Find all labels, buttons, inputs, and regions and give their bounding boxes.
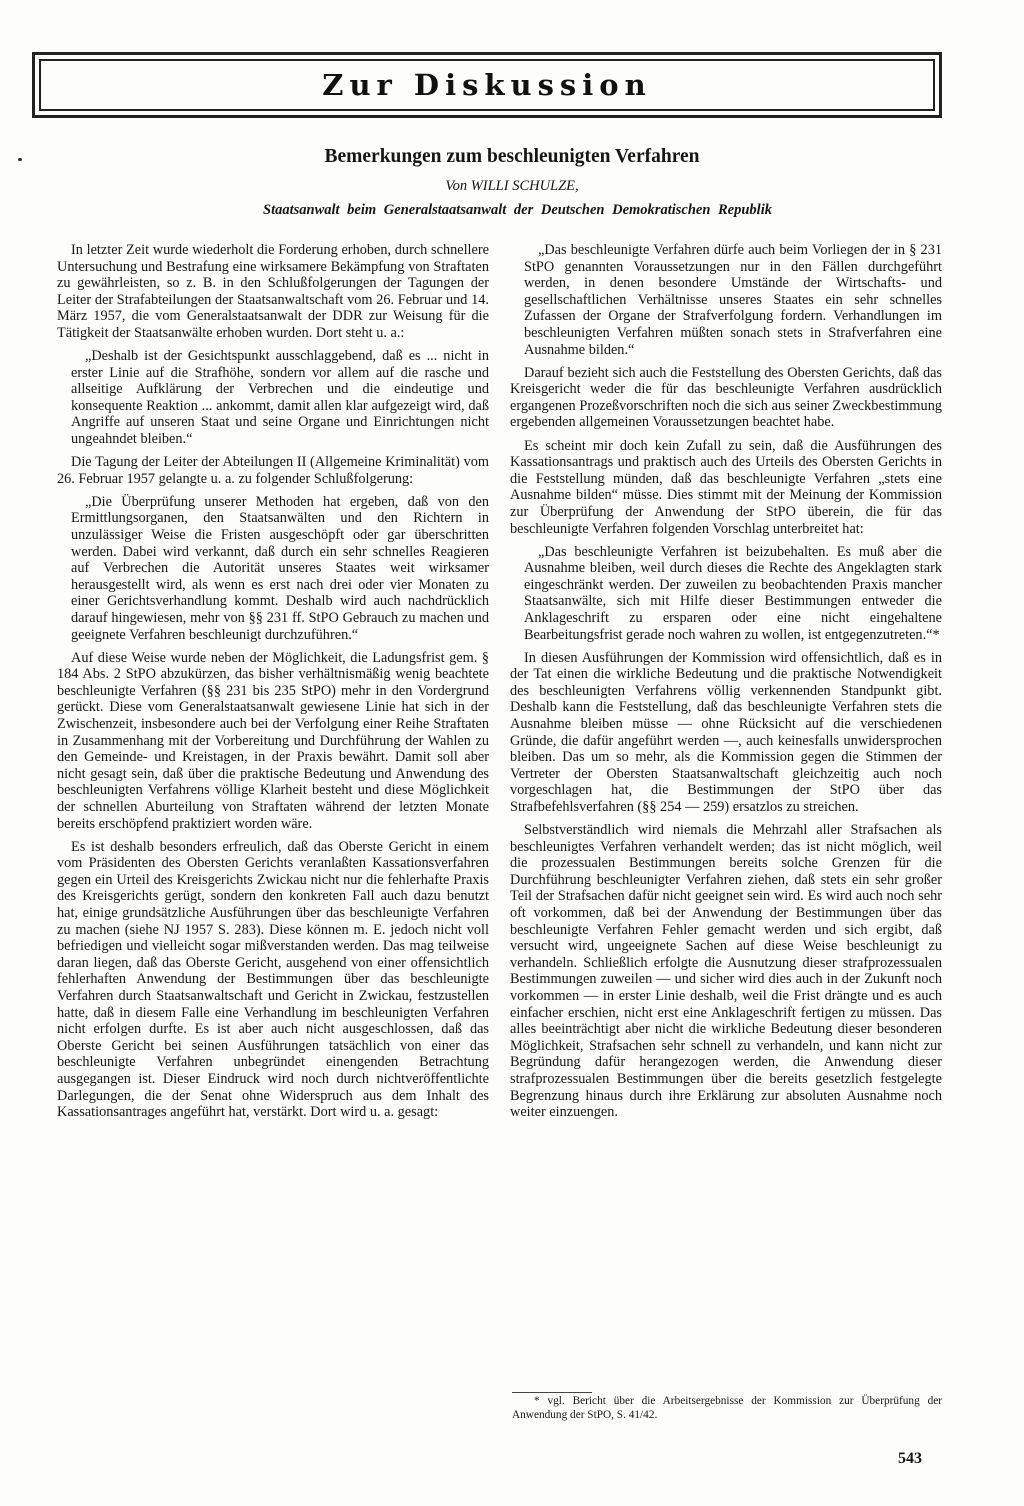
section-banner-inner	[39, 59, 935, 111]
block-quote: „Das beschleunigte Verfahren ist beizubehalten. Es muß aber die Ausnahme bleiben, weil durch dieses die Rechte des Angeklagten stark eingeschränkt werden. Der zuweilen zu beobachtenden Praxis mancher Staatsanwälte, sich mit Hilfe dieser Bestimmungen entweder die Anklageschrift zu ersparen oder eine nicht eingehaltene Bearbeitungsfrist gerade noch wahren zu wollen, ist entgegenzutreten.“*	[524, 543, 942, 643]
paragraph: Die Tagung der Leiter der Abteilungen II (Allgemeine Kriminalität) vom 26. Februar 1957 gelangte u. a. zu folgender Schlußfolgerung:	[57, 454, 489, 487]
section-title: Zur Diskussion	[322, 68, 652, 102]
page-number: 543	[898, 1450, 922, 1467]
footnote-divider	[512, 1392, 592, 1393]
paragraph: Auf diese Weise wurde neben der Möglichkeit, die Ladungsfrist gem. § 184 Abs. 2 StPO abzukürzen, das bisher verhältnismäßig wenig beachtete beschleunigte Verfahren (§§ 231 bis 235 StPO) mehr in den Vordergrund gerückt. Diese vom Generalstaatsanwalt gewiesene Linie hat sich in der Zwischenzeit, insbesondere auch bei der Verfolgung einer Reihe Straftaten in Zusammenhang mit der Vorbereitung und Durchführung der Wahlen zu den Gemeinde- und Kreistagen, in der Praxis bewährt. Damit soll aber nicht gesagt sein, daß über die praktische Bedeutung und Anwendung des beschleunigten Verfahrens völlige Klarheit besteht und diese Möglichkeit der schnellen Aburteilung von Straftaten während der letzten Monate bereits erschöpfend praktiziert worden wäre.	[57, 649, 489, 832]
article-byline: Von WILLI SCHULZE,	[445, 178, 579, 194]
author-affiliation: Staatsanwalt beim Generalstaatsanwalt der Deutschen Demokratischen Republik	[263, 202, 772, 218]
paragraph: Es scheint mir doch kein Zufall zu sein, daß die Ausführungen des Kassationsantrags und praktisch auch des Urteils des Obersten Gerichts in die Feststellung münden, daß das beschleunigte Verfahren „stets eine Ausnahme bilden“ müsse. Dies stimmt mit der Meinung der Kommission zur Überprüfung der Anwendung der StPO überein, die für das beschleunigte Verfahren folgenden Vorschlag unterbreitet hat:	[510, 437, 942, 537]
left-column	[57, 242, 489, 1127]
footnote: * vgl. Bericht über die Arbeitsergebnisse der Kommission zur Überprüfung der Anwendung der StPO, S. 41/42.	[512, 1395, 942, 1421]
section-banner	[32, 52, 942, 118]
paragraph: Es ist deshalb besonders erfreulich, daß das Oberste Gericht in einem vom Präsidenten des Obersten Gerichts veranlaßten Kassationsverfahren gegen ein Urteil des Kreisgerichts Zwickau nicht nur die fehlerhafte Praxis des Kreisgerichts gerügt, sondern den konkreten Fall auch dazu benutzt hat, einige grundsätzliche Ausführungen über das beschleunigte Verfahren zu machen (siehe NJ 1957 S. 283). Diese können m. E. jedoch nicht voll befriedigen und vielleicht sogar mißverstanden werden. Das mag teilweise daran liegen, daß das Oberste Gericht, ausgehend von einer offensichtlich fehlerhaften Anwendung der Bestimmungen über das beschleunigte Verfahren durch Staatsanwaltschaft und Gericht in Zwickau, festzustellen hatte, daß in diesem Falle eine Verhandlung im beschleunigten Verfahren nicht erfolgen durfte. Es ist aber auch nicht ausgeschlossen, daß das Oberste Gericht bei seinen Ausführungen tatsächlich von einer das beschleunigte Verfahren unbegründet einengenden Betrachtung ausgegangen ist. Dieser Eindruck wird noch durch nichtveröffentlichte Darlegungen, die der Senat ohne Widerspruch aus dem Inhalt des Kassationsantrages angeführt hat, verstärkt. Dort wird u. a. gesagt:	[57, 838, 489, 1121]
article-title: Bemerkungen zum beschleunigten Verfahren	[324, 146, 700, 167]
right-column	[510, 242, 942, 1127]
paragraph: In letzter Zeit wurde wiederholt die Forderung erhoben, durch schnellere Untersuchung und Bestrafung eine wirksamere Bekämpfung von Straftaten zu gewährleisten, so z. B. in den Schlußfolgerungen der Tagungen der Leiter der Strafabteilungen der Staatsanwaltschaft vom 26. Februar und 14. März 1957, die vom Generalstaatsanwalt der DDR zur Weisung für die Tätigkeit der Staatsanwälte erhoben wurden. Dort steht u. a.:	[57, 242, 489, 341]
paragraph: In diesen Ausführungen der Kommission wird offensichtlich, daß es in der Tat einen die wirkliche Bedeutung und die praktische Notwendigkeit des beschleunigten Verfahrens völlig verkennenden Standpunkt gibt. Deshalb kann die Feststellung, daß das beschleunigte Verfahren stets die Ausnahme bleiben müsse — ohne Rücksicht auf die verschiedenen Gründe, die dafür angeführt werden —, auch keinesfalls unwidersprochen bleiben. Das um so mehr, als die Kommission gegen die Stimmen der Vertreter der Obersten Staatsanwaltschaft gleichzeitig auch noch vorgeschlagen hat, die Bestimmungen der StPO über das Strafbefehlsverfahren (§§ 254 — 259) ersatzlos zu streichen.	[510, 649, 942, 815]
block-quote: „Das beschleunigte Verfahren dürfe auch beim Vorliegen der in § 231 StPO genannten Voraussetzungen nur in den Fällen durchgeführt werden, in denen besondere Umstände der Wirtschafts- und gesellschaftlichen Verhältnisse unseres Staates ein sehr schnelles Zufassen der Organe der Strafverfolgung fordern. Verhandlungen im beschleunigten Verfahren müßten sonach stets in Strafverfahren eine Ausnahme bilden.“	[524, 242, 942, 358]
block-quote: „Die Überprüfung unserer Methoden hat ergeben, daß von den Ermittlungsorganen, den Staatsanwälten und den Richtern in unzulässiger Weise die Fristen ausgeschöpft oder gar überschritten werden. Dabei wird verkannt, daß durch ein sehr schnelles Reagieren auf Verbrechen die Autorität unseres Staates weit wirksamer herausgestellt wird, als wenn es erst nach drei oder vier Monaten zu einer Gerichtsverhandlung kommt. Deshalb wird auch nachdrücklich darauf hingewiesen, mehr von §§ 231 ff. StPO Gebrauch zu machen und geeignete Verfahren beschleunigt durchzuführen.“	[71, 493, 489, 643]
paragraph: Selbstverständlich wird niemals die Mehrzahl aller Strafsachen als beschleunigtes Verfahren verhandelt werden; das ist nicht möglich, weil die prozessualen Bestimmungen bereits solche Grenzen für die Durchführung beschleunigter Verfahren ziehen, daß stets ein sehr großer Teil der Strafsachen dafür nicht geeignet sein wird. Es wird auch noch sehr oft vorkommen, daß bei der Anwendung der Bestimmungen über das beschleunigte Verfahren Fehler gemacht werden und sich ergibt, daß versucht wird, ungeeignete Sachen auf diese Weise beschleunigt zu verhandeln. Schließlich erfolgte die Ausnutzung dieser strafprozessualen Bestimmungen zuweilen — und sicher wird dies auch in der Zukunft noch vorkommen — in erster Linie deshalb, weil die Frist drängte und es auch einfacher erschien, nicht erst eine Anklageschrift fertigen zu müssen. Das alles beeinträchtigt aber nicht die wirkliche Bedeutung dieser besonderen Möglichkeit, Strafsachen sehr schnell zu verhandeln, und kann nicht zur Begründung dafür herangezogen werden, die Anwendung dieser strafprozessualen Bestimmungen über die bereits gesetzlich festgelegte Begrenzung hinaus durch ihre Erklärung zur absoluten Ausnahme noch weiter einzuengen.	[510, 822, 942, 1121]
paragraph: Darauf bezieht sich auch die Feststellung des Obersten Gerichts, daß das Kreisgericht weder die für das beschleunigte Verfahren ausdrücklich ergangenen Prozeßvorschriften noch die sich aus seiner Zweckbestimmung ergebenden allgemeinen Voraussetzungen beachtet habe.	[510, 364, 942, 431]
block-quote: „Deshalb ist der Gesichtspunkt ausschlaggebend, daß es ... nicht in erster Linie auf die Strafhöhe, sondern vor allem auf die rasche und allseitige Aufklärung der Verbrechen und die eindeutige und konsequente Reaktion ... ankommt, damit allen klar aufgezeigt wird, daß Angriffe auf unseren Staat und seine Organe und Einrichtungen nicht ungeahndet bleiben.“	[71, 348, 489, 448]
